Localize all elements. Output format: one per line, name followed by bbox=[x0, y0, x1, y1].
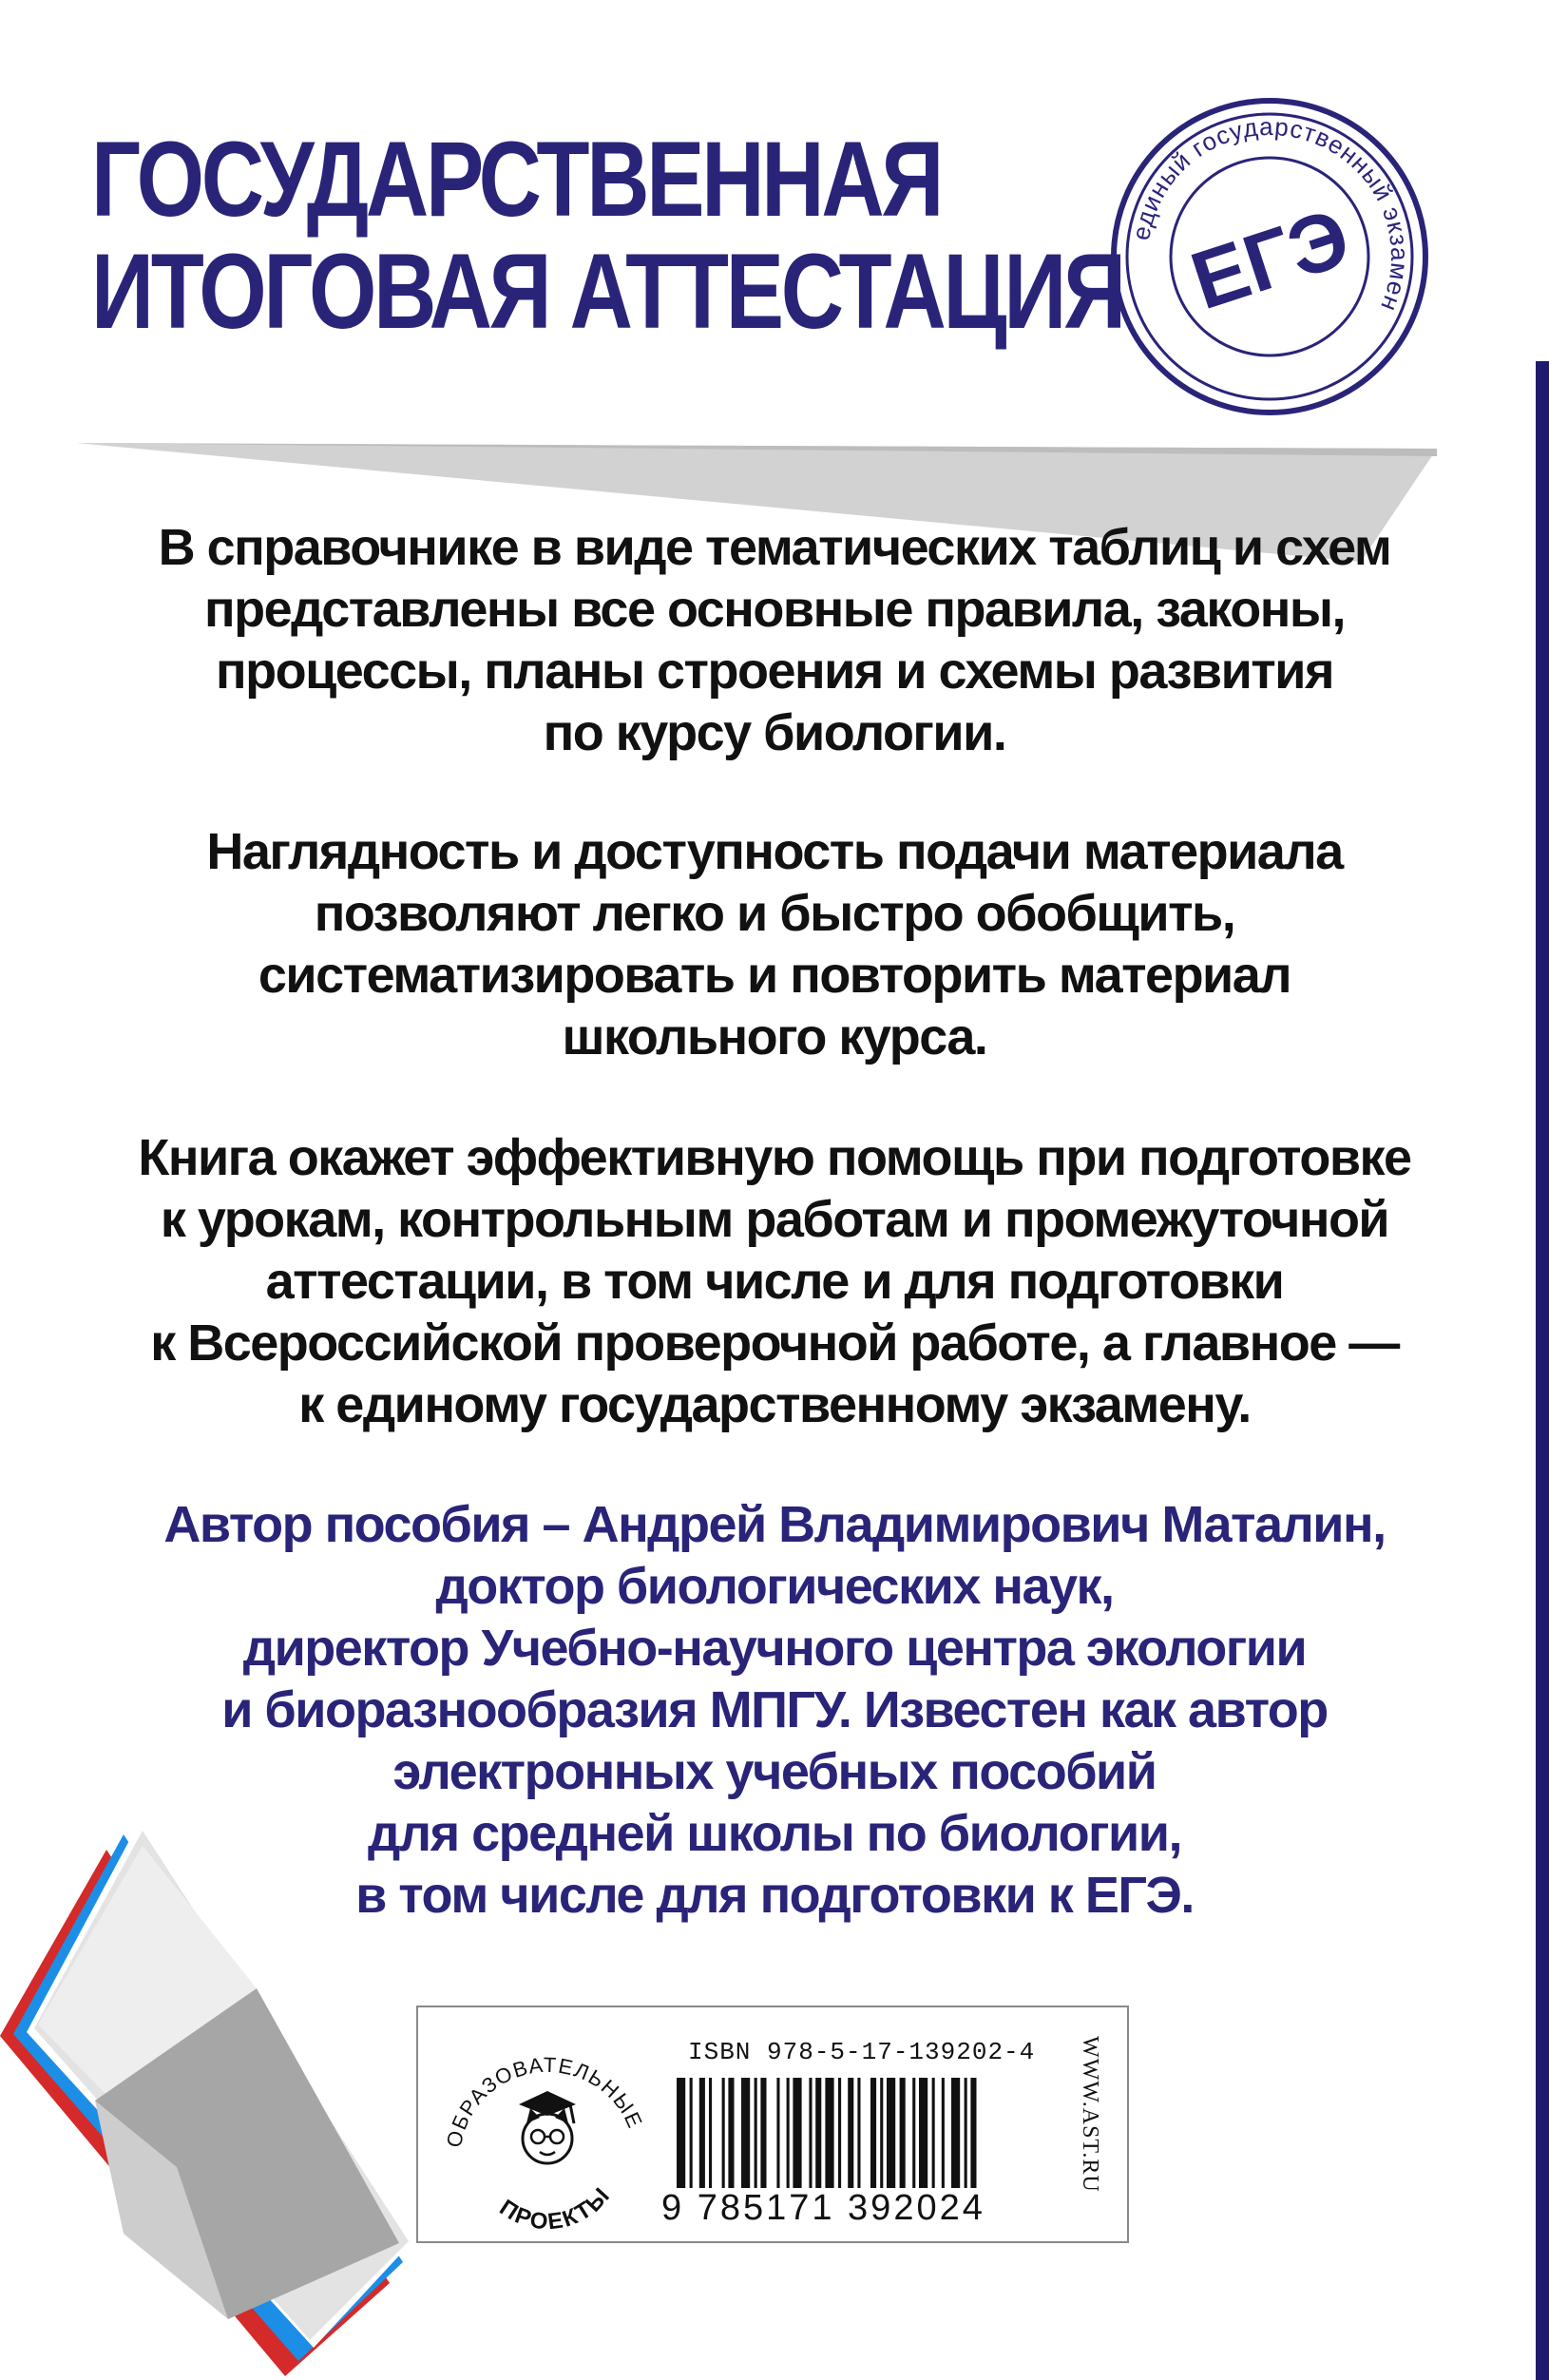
help-line: к урокам, контрольным работам и промежуточной bbox=[160, 1191, 1389, 1248]
clarity-line: школьного курса. bbox=[562, 1008, 987, 1065]
clarity-line: Наглядность и доступность подачи материала bbox=[206, 823, 1343, 880]
svg-text:ПРОЕКТЫ: ПРОЕКТЫ bbox=[494, 2181, 617, 2236]
barcode-bar bbox=[870, 2078, 876, 2188]
intro-line: по курсу биологии. bbox=[543, 704, 1006, 761]
author-line: и биоразнообразия МПГУ. Известен как автор bbox=[221, 1681, 1328, 1738]
author-line: для средней школы по биологии, bbox=[368, 1805, 1181, 1862]
barcode-bar bbox=[755, 2078, 757, 2188]
barcode-bar bbox=[760, 2078, 766, 2188]
barcode-bar bbox=[965, 2078, 967, 2188]
barcode-bar bbox=[825, 2078, 833, 2188]
barcode-bar bbox=[857, 2078, 860, 2188]
help-paragraph bbox=[105, 1127, 1444, 1436]
barcode-digits: 9 785171 392024 bbox=[661, 2188, 985, 2228]
barcode-bar bbox=[809, 2078, 812, 2188]
author-line: Автор пособия – Андрей Владимирович Маталин, bbox=[163, 1496, 1386, 1553]
author-line: доктор биологических наук, bbox=[435, 1558, 1114, 1615]
barcode-bar bbox=[787, 2078, 790, 2188]
barcode-bar bbox=[776, 2078, 779, 2188]
svg-text:единый государственный экзамен: единый государственный экзамен bbox=[1126, 111, 1415, 317]
barcode-bar bbox=[677, 2078, 685, 2188]
barcode-bar bbox=[741, 2078, 750, 2188]
title-line-1: ГОСУДАРСТВЕННАЯ bbox=[91, 120, 942, 239]
help-line: к единому государственному экзамену. bbox=[298, 1376, 1251, 1433]
barcode-bar bbox=[722, 2078, 725, 2188]
help-line: аттестации, в том числе и для подготовки bbox=[265, 1253, 1284, 1310]
barcode-bar bbox=[815, 2078, 821, 2188]
author-line: в том числе для подготовки к ЕГЭ. bbox=[355, 1867, 1194, 1924]
barcode-bar bbox=[838, 2078, 841, 2188]
publisher-barcode-box bbox=[416, 2006, 1129, 2243]
barcode-bar bbox=[887, 2078, 895, 2188]
help-line: Книга окажет эффективную помощь при подготовке bbox=[138, 1129, 1411, 1186]
barcode-bar bbox=[728, 2078, 734, 2188]
barcode-bar bbox=[699, 2078, 705, 2188]
barcode-bar bbox=[932, 2078, 935, 2188]
author-line: электронных учебных пособий bbox=[392, 1743, 1157, 1800]
barcode-bar bbox=[848, 2078, 853, 2188]
svg-text:ОБРАЗОВАТЕЛЬНЫЕ: ОБРАЗОВАТЕЛЬНЫЕ bbox=[441, 2052, 648, 2150]
barcode-bar bbox=[951, 2078, 960, 2188]
barcode-bar bbox=[912, 2078, 915, 2188]
intro-line: В справочнике в виде тематических таблиц и схем bbox=[158, 519, 1391, 576]
seal-center-text: ЕГЭ bbox=[1180, 191, 1361, 328]
spine-edge bbox=[1536, 361, 1549, 2380]
ege-seal-stamp bbox=[1110, 97, 1429, 416]
title-line-2: ИТОГОВАЯ АТТЕСТАЦИЯ bbox=[91, 232, 1123, 351]
intro-line: процессы, планы строения и схемы развития bbox=[216, 643, 1333, 700]
intro-line: представлены все основные правила, законы, bbox=[204, 581, 1345, 638]
barcode-bar bbox=[880, 2078, 883, 2188]
barcode-bar bbox=[919, 2078, 927, 2188]
intro-paragraph bbox=[105, 517, 1444, 764]
barcode-bar bbox=[942, 2078, 945, 2188]
clarity-line: позволяют легко и быстро обобщить, bbox=[314, 885, 1235, 942]
barcode-bar bbox=[793, 2078, 801, 2188]
author-line: директор Учебно-научного центра экологии bbox=[242, 1620, 1307, 1677]
barcode-bar bbox=[900, 2078, 906, 2188]
open-book-flag-illustration bbox=[0, 1787, 437, 2376]
barcode bbox=[677, 2078, 1043, 2201]
publisher-logo bbox=[431, 2017, 660, 2236]
publisher-website: WWW.AST.RU bbox=[1078, 2036, 1102, 2193]
help-line: к Всероссийской проверочной работе, а главное — bbox=[150, 1315, 1399, 1372]
barcode-bar bbox=[709, 2078, 712, 2188]
barcode-bar bbox=[690, 2078, 693, 2188]
barcode-bar bbox=[970, 2078, 976, 2188]
page-title bbox=[91, 120, 1123, 351]
isbn-label: ISBN 978-5-17-139202-4 bbox=[688, 2038, 1036, 2066]
clarity-line: систематизировать и повторить материал bbox=[258, 947, 1291, 1004]
clarity-paragraph bbox=[105, 821, 1444, 1068]
